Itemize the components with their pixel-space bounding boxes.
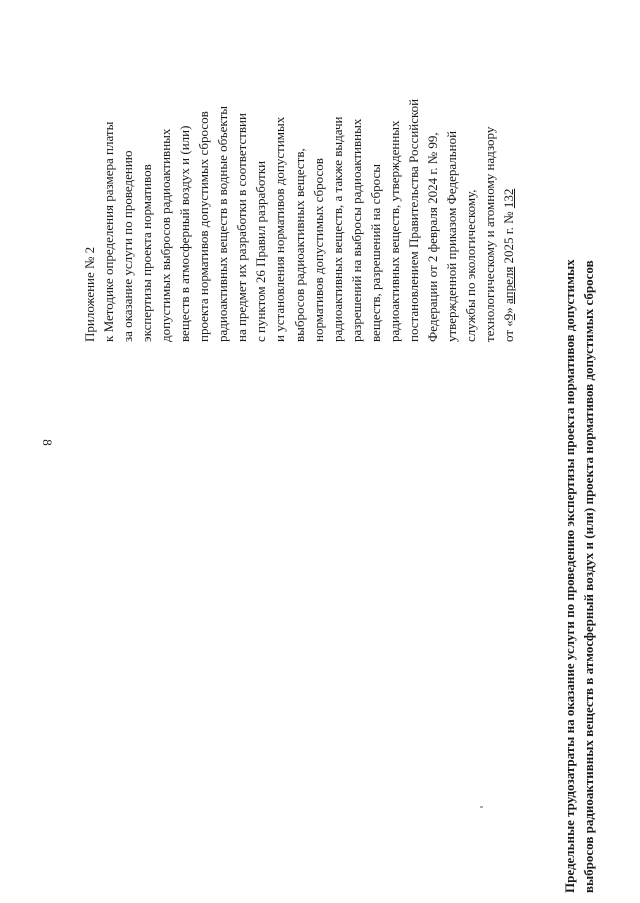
title-line: выбросов радиоактивных веществ в атмосферный воздух и (или) проекта нормативов допустимых сбросов — [581, 260, 596, 893]
date-year: 2025 г. № — [501, 208, 517, 267]
appendix-line: и установления нормативов допустимых — [272, 116, 288, 342]
date-mid: » — [501, 303, 517, 314]
appendix-line: утвержденной приказом Федеральной — [443, 130, 459, 342]
appendix-line: Приложение № 2 — [82, 246, 97, 342]
appendix-line: веществ в атмосферный воздух и (или) — [177, 125, 193, 342]
appendix-line: Федерации от 2 февраля 2024 г. № 99, — [424, 132, 440, 342]
appendix-line: радиоактивных веществ, а также выдачи — [329, 116, 345, 342]
appendix-line: за оказание услуги по проведению — [120, 150, 136, 342]
appendix-line: проекта нормативов допустимых сбросов — [196, 111, 212, 342]
page-number: 8 — [39, 439, 55, 446]
date-month: апреля — [501, 266, 517, 304]
appendix-line: экспертизы проекта нормативов — [139, 164, 155, 342]
appendix-line: технологическому и атомному надзору — [481, 126, 497, 342]
appendix-line: веществ, разрешений на сбросы — [367, 164, 383, 342]
appendix-line: разрешений на выбросы радиоактивных — [348, 118, 364, 342]
date-prefix: от « — [501, 320, 517, 342]
appendix-line: службы по экологическому, — [462, 189, 478, 342]
title-line: Предельные трудозатраты на оказание услуги по проведению экспертизы проекта нормативов допустимых — [562, 259, 577, 893]
appendix-line: допустимых выбросов радиоактивных — [158, 128, 174, 342]
appendix-line: с пунктом 26 Правил разработки — [253, 160, 269, 342]
appendix-line: на предмет их разработки в соответствии — [234, 113, 250, 342]
title-text-block — [560, 33, 598, 893]
approval-date-line — [499, 52, 518, 342]
date-day: 9 — [501, 313, 517, 321]
appendix-line: нормативов допустимых сбросов — [310, 158, 326, 342]
appendix-line: радиоактивных веществ в водные объекты — [215, 106, 231, 342]
scan-artifact — [480, 806, 483, 808]
appendix-line: постановлением Правительства Российской — [405, 98, 421, 342]
order-number: 132 — [501, 188, 517, 209]
appendix-text-block — [80, 52, 518, 342]
appendix-line: радиоактивных веществ, утвержденных — [386, 120, 402, 342]
appendix-line: к Методике определения размера платы — [101, 121, 117, 342]
appendix-line: выбросов радиоактивных веществ, — [291, 148, 307, 342]
